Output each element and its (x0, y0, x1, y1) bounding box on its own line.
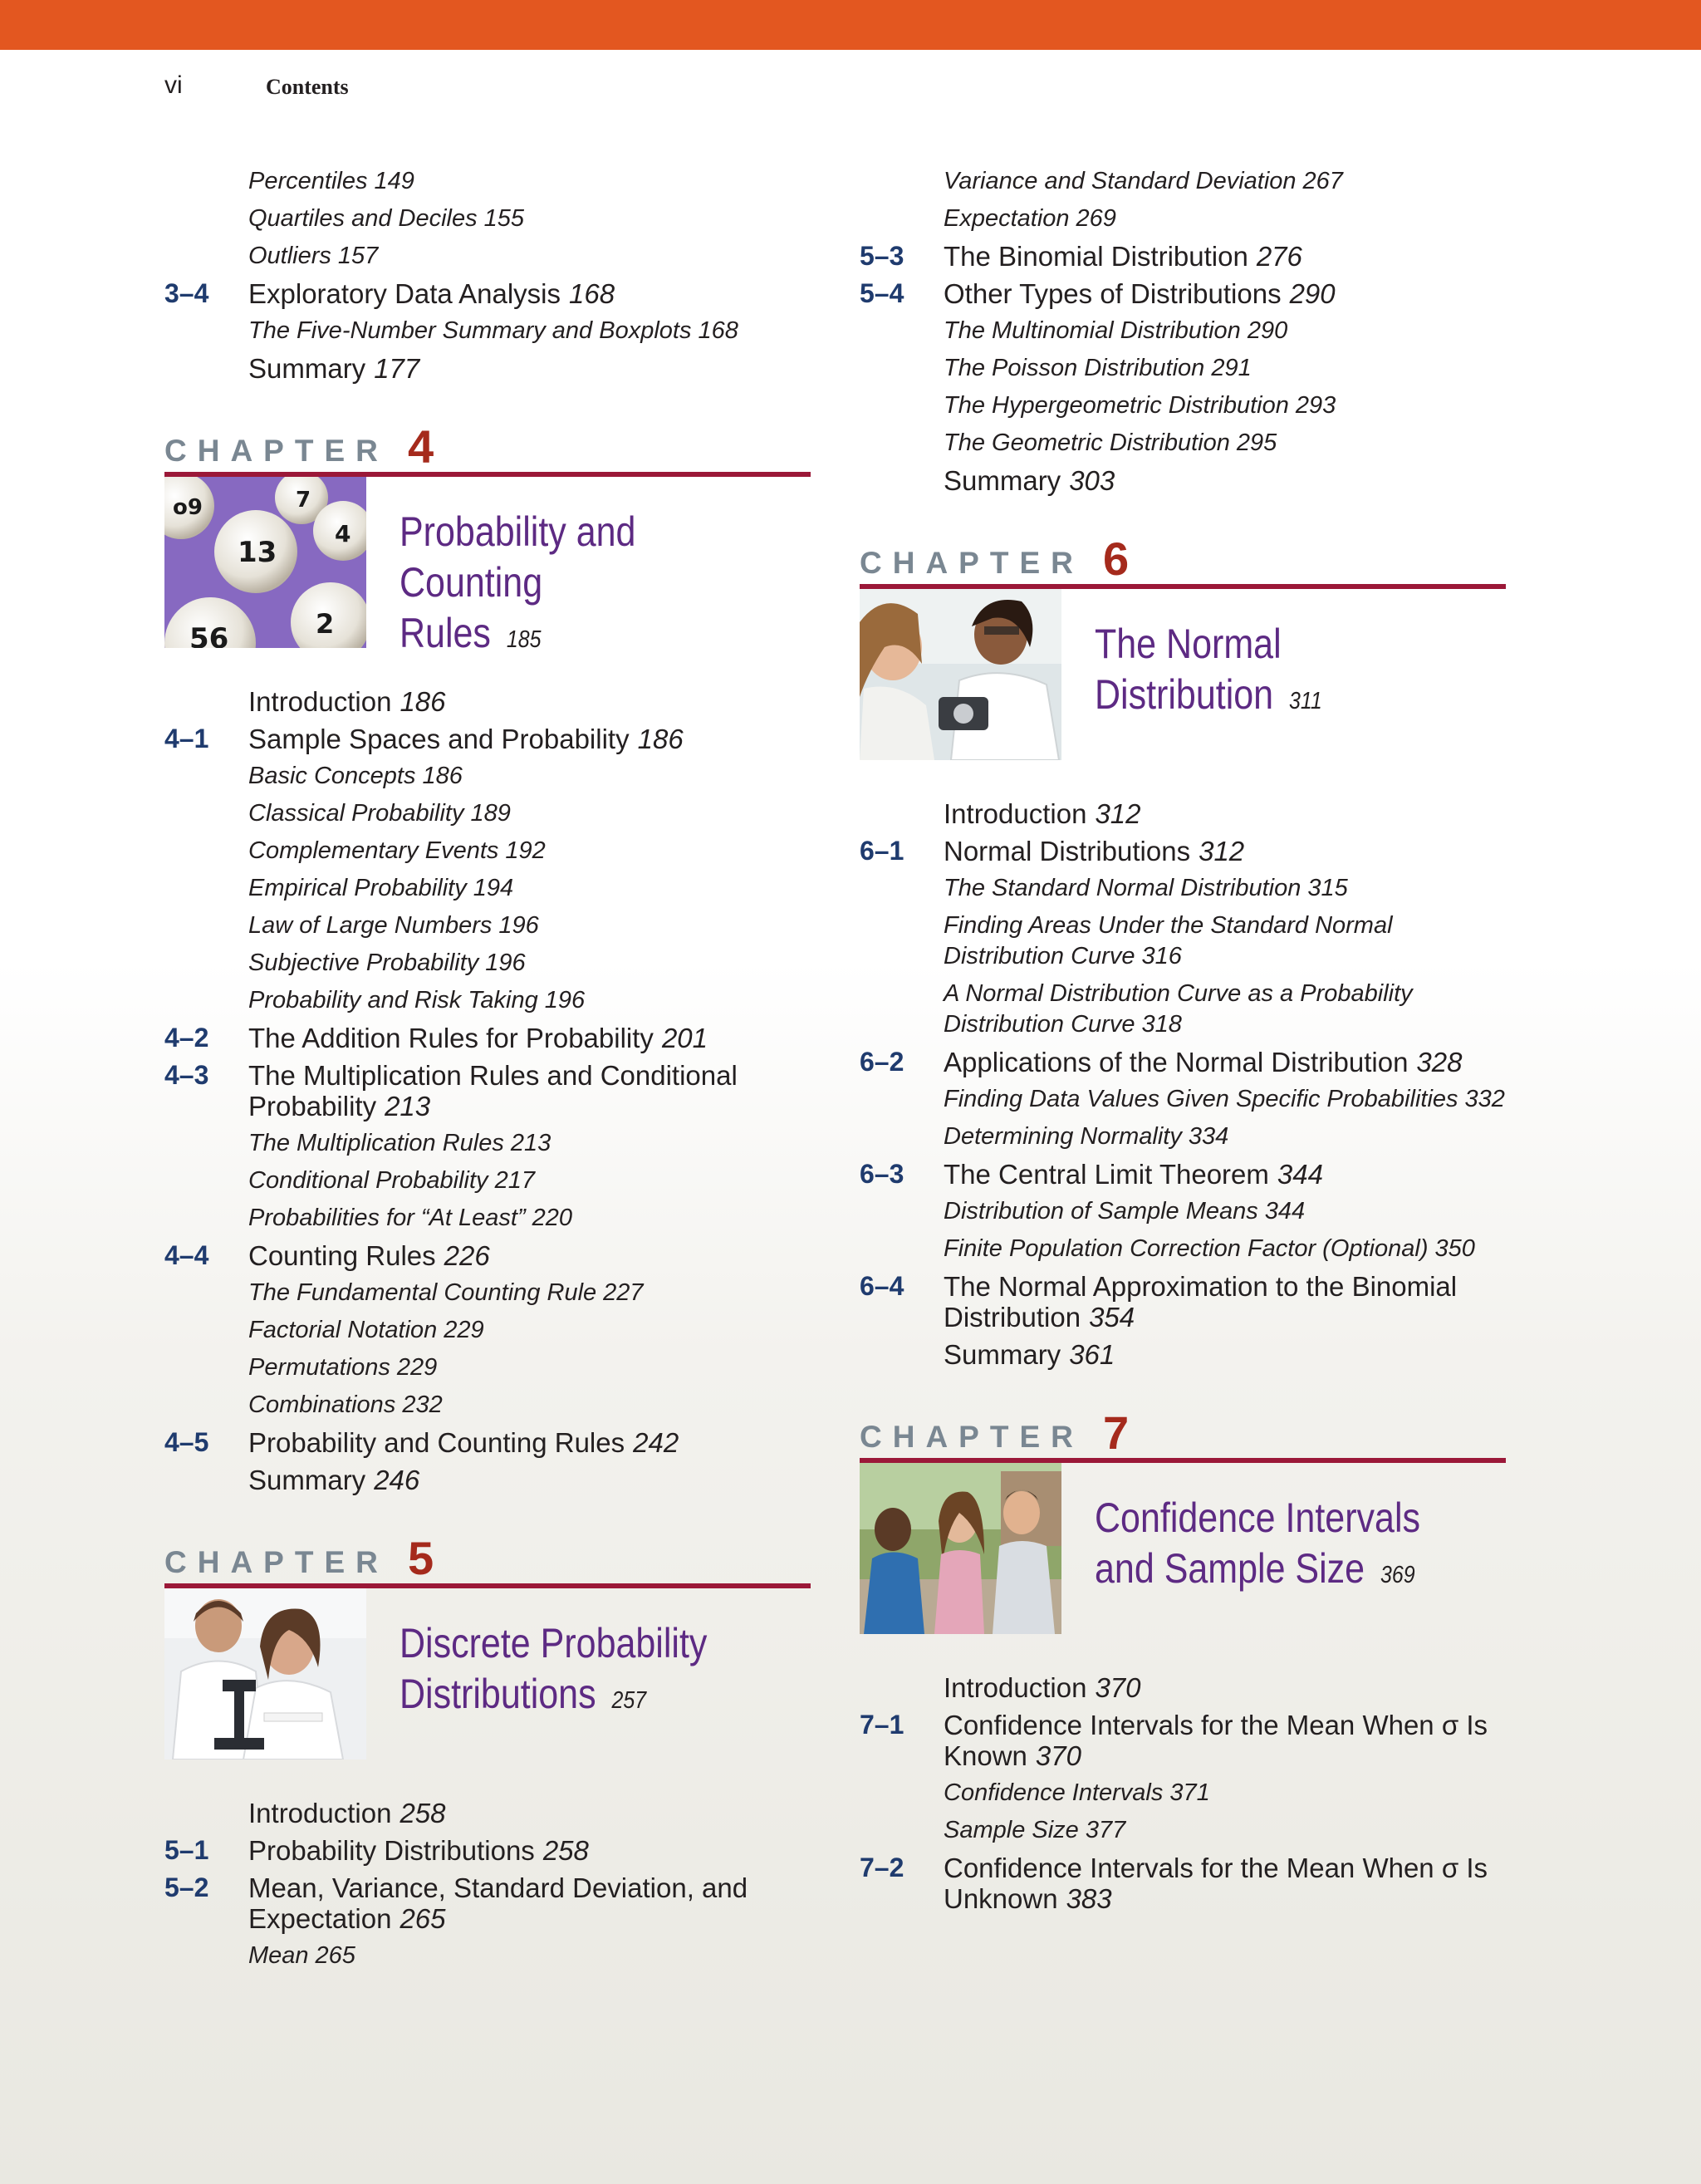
section-number: 7–2 (860, 1853, 904, 1882)
toc-section-probability-and-counting-rules[interactable] (164, 1427, 812, 1458)
page-ref: 246 (374, 1465, 420, 1495)
chapter-number: 5 (408, 1532, 434, 1584)
entry-title: The Binomial Distribution (944, 241, 1248, 272)
toc-subsection-permutations[interactable] (164, 1352, 812, 1383)
page-ref: 315 (1307, 875, 1348, 901)
page-ref: 371 (1169, 1779, 1210, 1806)
section-number: 6–4 (860, 1271, 904, 1301)
entry-title: Finding Areas Under the Standard Normal Distribution Curve (944, 912, 1393, 969)
entry-title: Introduction (944, 798, 1087, 829)
entry-title: The Addition Rules for Probability (248, 1023, 654, 1053)
entry-title: Complementary Events (248, 837, 499, 864)
page-ref: 217 (494, 1167, 535, 1194)
entry-title: A Normal Distribution Curve as a Probability Distribution Curve (944, 980, 1413, 1038)
page-ref: 157 (337, 243, 379, 269)
page-ref: 149 (374, 168, 414, 194)
page-ref: 295 (1236, 429, 1277, 456)
entry-title: The Central Limit Theorem (944, 1159, 1269, 1190)
section-number: 4–1 (164, 724, 209, 753)
entry-title: Expectation (944, 205, 1070, 232)
page-ref: 242 (633, 1427, 679, 1458)
toc-section-the-binomial-distribution[interactable] (860, 241, 1507, 272)
chapter-7-header (860, 1406, 1507, 1639)
svg-text:13: 13 (238, 536, 277, 569)
svg-text:4: 4 (335, 520, 351, 547)
page-ref: 312 (1199, 836, 1245, 866)
page-ref: 291 (1211, 355, 1252, 381)
toc-subsection-probability-and-risk-taking[interactable] (164, 985, 812, 1016)
page-ref: 258 (542, 1835, 589, 1866)
chapter-number: 4 (408, 420, 434, 473)
toc-subsection-variance-and-standard-deviation[interactable] (860, 166, 1507, 197)
toc-subsection-a-normal-distribution-curve-as-a-probability-distribution-curve[interactable] (860, 979, 1507, 1040)
svg-text:2: 2 (316, 608, 335, 640)
toc-subsection-complementary-events[interactable] (164, 836, 812, 866)
entry-title: The Five-Number Summary and Boxplots (248, 317, 692, 344)
page-ref: 213 (385, 1091, 431, 1121)
page-ref: 196 (498, 912, 539, 939)
lottery-balls-image (164, 477, 366, 648)
page-ref: 328 (1416, 1047, 1463, 1077)
toc-section-mean-variance-standard-deviation-and-expectation[interactable] (164, 1872, 812, 1934)
page-ref: 186 (422, 763, 463, 789)
chapter-page-ref: 311 (1289, 688, 1322, 714)
chapter-rule (860, 1406, 1506, 1463)
toc-section-confidence-intervals-for-the-mean-when-is-unknown[interactable] (860, 1853, 1507, 1914)
page-ref: 189 (470, 800, 511, 827)
toc-section-probability-distributions[interactable] (164, 1835, 812, 1866)
entry-title: Counting Rules (248, 1240, 436, 1271)
chapter-label: CHAPTER (164, 434, 389, 468)
page-ref: 265 (315, 1942, 355, 1969)
entry-title: Introduction (944, 1672, 1087, 1703)
chapter-4-header (164, 420, 812, 656)
toc-section-summary[interactable] (860, 465, 1507, 496)
entry-title: Sample Size (944, 1817, 1079, 1843)
toc-subsection-subjective-probability[interactable] (164, 948, 812, 979)
entry-title: Applications of the Normal Distribution (944, 1047, 1409, 1077)
toc-subsection-distribution-of-sample-means[interactable] (860, 1196, 1507, 1227)
svg-text:o9: o9 (173, 495, 203, 520)
chapter-title-line2: and Sample Size (1095, 1545, 1365, 1592)
page-ref: 267 (1302, 168, 1343, 194)
toc-section-summary[interactable] (164, 353, 812, 384)
entry-title: The Normal Approximation to the Binomial Distribution (944, 1271, 1458, 1332)
toc-section-the-normal-approximation-to-the-binomial-distribution[interactable] (860, 1271, 1507, 1332)
entry-title: Summary (248, 1465, 366, 1495)
entry-title: Finite Population Correction Factor (Optional) (944, 1235, 1429, 1262)
entry-title: Introduction (248, 1798, 392, 1828)
page-number: vi (164, 71, 183, 99)
toc-subsection-the-multinomial-distribution[interactable] (860, 316, 1507, 346)
entry-title: Other Types of Distributions (944, 278, 1282, 309)
toc-section-normal-distributions[interactable] (860, 836, 1507, 866)
entry-title: Classical Probability (248, 800, 464, 827)
page-ref: 312 (1095, 798, 1141, 829)
page-ref: 192 (505, 837, 546, 864)
entry-title: Combinations (248, 1391, 396, 1418)
chapter-page-ref: 369 (1380, 1562, 1415, 1588)
toc-subsection-the-standard-normal-distribution[interactable] (860, 873, 1507, 904)
toc-subsection-conditional-probability[interactable] (164, 1166, 812, 1196)
page-ref: 377 (1085, 1817, 1126, 1843)
section-number: 5–1 (164, 1835, 209, 1865)
chapter-title-line1: Probability and Counting (400, 508, 636, 606)
toc-subsection-combinations[interactable] (164, 1390, 812, 1421)
toc-section-summary[interactable] (860, 1339, 1507, 1370)
toc-section-introduction[interactable] (164, 1798, 812, 1828)
toc-subsection-the-poisson-distribution[interactable] (860, 353, 1507, 384)
entry-title: Probabilities for “At Least” (248, 1205, 526, 1231)
chapter-label: CHAPTER (860, 546, 1084, 580)
section-number: 5–3 (860, 241, 904, 271)
chapter-title-line1: Confidence Intervals (1095, 1494, 1420, 1541)
toc-subsection-classical-probability[interactable] (164, 798, 812, 829)
entry-title: The Standard Normal Distribution (944, 875, 1301, 901)
toc-subsection-finite-population-correction-factor-optional[interactable] (860, 1234, 1507, 1264)
toc-subsection-quartiles-and-deciles[interactable] (164, 204, 812, 234)
right-column (860, 166, 1507, 1921)
page-ref: 361 (1069, 1339, 1115, 1370)
section-number: 7–1 (860, 1710, 904, 1740)
toc-section-the-multiplication-rules-and-conditional-probability[interactable] (164, 1060, 812, 1121)
entry-title: Summary (248, 353, 366, 384)
toc-subsection-law-of-large-numbers[interactable] (164, 910, 812, 941)
svg-text:56: 56 (189, 622, 229, 648)
toc-subsection-the-geometric-distribution[interactable] (860, 428, 1507, 459)
toc-section-summary[interactable] (164, 1465, 812, 1495)
entry-title: Sample Spaces and Probability (248, 724, 630, 754)
chapter-rule (164, 420, 811, 477)
toc-subsection-basic-concepts[interactable] (164, 761, 812, 792)
entry-title: The Fundamental Counting Rule (248, 1279, 597, 1306)
entry-title: Quartiles and Deciles (248, 205, 478, 232)
page-ref: 186 (637, 724, 684, 754)
svg-text:7: 7 (296, 488, 311, 513)
page-ref: 293 (1295, 392, 1336, 419)
chapter-rule (860, 533, 1506, 589)
toc-subsection-factorial-notation[interactable] (164, 1315, 812, 1346)
toc-subsection-mean[interactable] (164, 1941, 812, 1971)
entry-title: Introduction (248, 686, 392, 717)
toc-section-confidence-intervals-for-the-mean-when-is-known[interactable] (860, 1710, 1507, 1771)
toc-subsection-finding-areas-under-the-standard-normal-distribution-curve[interactable] (860, 910, 1507, 972)
chapter-rule (164, 1532, 811, 1588)
page-ref: 229 (444, 1317, 484, 1343)
page-ref: 269 (1076, 205, 1116, 232)
page-ref: 226 (444, 1240, 490, 1271)
chapter-title-line2: Distribution (1095, 671, 1274, 718)
entry-title: Variance and Standard Deviation (944, 168, 1297, 194)
entry-title: Summary (944, 465, 1061, 496)
page-ref: 354 (1089, 1302, 1135, 1332)
chapter-title-line1: Discrete Probability (400, 1620, 708, 1666)
section-number: 4–4 (164, 1240, 209, 1270)
section-number: 6–2 (860, 1047, 904, 1077)
entry-title: Mean, Variance, Standard Deviation, and Expectation (248, 1872, 748, 1934)
toc-subsection-percentiles[interactable] (164, 166, 812, 197)
page-ref: 350 (1434, 1235, 1475, 1262)
page-ref: 196 (485, 950, 526, 976)
scientists-microscope-image (164, 1588, 366, 1759)
page-ref: 344 (1264, 1198, 1306, 1225)
chapter-title-line1: The Normal (1095, 621, 1282, 667)
page-ref: 316 (1141, 943, 1182, 969)
entry-title: The Multiplication Rules and Conditional Probability (248, 1060, 738, 1121)
entry-title: Confidence Intervals for the Mean When σ Is Unknown (944, 1853, 1488, 1914)
entry-title: The Geometric Distribution (944, 429, 1230, 456)
toc-section-the-addition-rules-for-probability[interactable] (164, 1023, 812, 1053)
entry-title: Finding Data Values Given Specific Probabilities (944, 1086, 1458, 1112)
toc-section-other-types-of-distributions[interactable] (860, 278, 1507, 309)
page-ref: 370 (1095, 1672, 1141, 1703)
entry-title: Subjective Probability (248, 950, 479, 976)
entry-title: Exploratory Data Analysis (248, 278, 561, 309)
page-ref: 168 (698, 317, 738, 344)
entry-title: Confidence Intervals (944, 1779, 1164, 1806)
entry-title: The Multinomial Distribution (944, 317, 1241, 344)
entry-title: Basic Concepts (248, 763, 416, 789)
page-ref: 196 (544, 987, 586, 1013)
entry-title: Permutations (248, 1354, 390, 1381)
chapter-number: 6 (1103, 533, 1130, 585)
page-ref: 334 (1188, 1123, 1229, 1150)
chapter-title[interactable] (400, 507, 757, 665)
entry-title: The Hypergeometric Distribution (944, 392, 1289, 419)
toc-section-introduction[interactable] (860, 798, 1507, 829)
toc-section-introduction[interactable] (860, 1672, 1507, 1703)
toc-subsection-the-fundamental-counting-rule[interactable] (164, 1278, 812, 1308)
chapter-title[interactable] (1095, 1493, 1452, 1601)
page-ref: 232 (402, 1391, 443, 1418)
chapter-title[interactable] (400, 1618, 757, 1726)
entry-title: Probability and Risk Taking (248, 987, 538, 1013)
section-number: 4–3 (164, 1060, 209, 1090)
page-ref: 213 (510, 1130, 551, 1156)
entry-title: Law of Large Numbers (248, 912, 493, 939)
toc-section-introduction[interactable] (164, 686, 812, 717)
section-number: 3–4 (164, 278, 209, 308)
left-column (164, 166, 812, 1978)
toc-subsection-outliers[interactable] (164, 241, 812, 272)
toc-subsection-expectation[interactable] (860, 204, 1507, 234)
chapter-title-line2: Distributions (400, 1671, 596, 1717)
toc-section-counting-rules[interactable] (164, 1240, 812, 1271)
section-number: 6–3 (860, 1159, 904, 1189)
section-number: 5–2 (164, 1872, 209, 1902)
page-ref: 290 (1289, 278, 1336, 309)
chapter-6-header (860, 533, 1507, 765)
chapter-label: CHAPTER (860, 1420, 1084, 1454)
toc-section-sample-spaces-and-probability[interactable] (164, 724, 812, 754)
page-ref: 177 (374, 353, 420, 384)
toc-subsection-probabilities-for-at-least[interactable] (164, 1203, 812, 1234)
entry-title: Confidence Intervals for the Mean When σ Is Known (944, 1710, 1488, 1771)
entry-title: Probability and Counting Rules (248, 1427, 625, 1458)
page-ref: 186 (400, 686, 446, 717)
page-ref: 229 (396, 1354, 438, 1381)
chapter-label: CHAPTER (164, 1545, 389, 1579)
page-ref: 168 (569, 278, 615, 309)
toc-subsection-sample-size[interactable] (860, 1815, 1507, 1846)
entry-title: Probability Distributions (248, 1835, 535, 1866)
chapter-page-ref: 257 (611, 1687, 647, 1714)
page-ref: 318 (1141, 1011, 1182, 1038)
page-ref: 276 (1256, 241, 1302, 272)
page-ref: 332 (1464, 1086, 1505, 1112)
entry-title: Empirical Probability (248, 875, 467, 901)
toc-subsection-empirical-probability[interactable] (164, 873, 812, 904)
toc-section-exploratory-data-analysis[interactable] (164, 278, 812, 309)
toc-subsection-finding-data-values-given-specific-probabilities[interactable] (860, 1084, 1507, 1115)
page-ref: 344 (1277, 1159, 1323, 1190)
page-ref: 383 (1066, 1883, 1112, 1914)
page-ref: 227 (603, 1279, 644, 1306)
section-number: 4–5 (164, 1427, 209, 1457)
students-walking-image (860, 1463, 1061, 1634)
page-ref: 290 (1247, 317, 1288, 344)
entry-title: Normal Distributions (944, 836, 1191, 866)
page-ref: 194 (473, 875, 514, 901)
entry-title: Conditional Probability (248, 1167, 488, 1194)
section-number: 4–2 (164, 1023, 209, 1053)
toc-subsection-the-five-number-summary-and-boxplots[interactable] (164, 316, 812, 346)
entry-title: Outliers (248, 243, 331, 269)
entry-title: Determining Normality (944, 1123, 1182, 1150)
chapter-5-header (164, 1532, 812, 1764)
entry-title: The Poisson Distribution (944, 355, 1205, 381)
entry-title: Summary (944, 1339, 1061, 1370)
running-title: Contents (266, 75, 349, 99)
entry-title: The Multiplication Rules (248, 1130, 504, 1156)
page-ref: 265 (400, 1903, 446, 1934)
entry-title: Factorial Notation (248, 1317, 438, 1343)
page-ref: 258 (400, 1798, 446, 1828)
page-ref: 370 (1035, 1740, 1081, 1771)
page-ref: 220 (532, 1205, 573, 1231)
entry-title: Percentiles (248, 168, 368, 194)
toc-section-the-central-limit-theorem[interactable] (860, 1159, 1507, 1190)
entry-title: Distribution of Sample Means (944, 1198, 1258, 1225)
chapter-title-line2: Rules (400, 610, 491, 656)
entry-title: Mean (248, 1942, 309, 1969)
toc-section-applications-of-the-normal-distribution[interactable] (860, 1047, 1507, 1077)
section-number: 6–1 (860, 836, 904, 866)
toc-subsection-confidence-intervals[interactable] (860, 1778, 1507, 1809)
doctor-patient-image (860, 589, 1061, 760)
toc-subsection-the-hypergeometric-distribution[interactable] (860, 390, 1507, 421)
page-ref: 303 (1069, 465, 1115, 496)
chapter-page-ref: 185 (506, 626, 542, 653)
chapter-number: 7 (1103, 1406, 1130, 1459)
toc-subsection-determining-normality[interactable] (860, 1121, 1507, 1152)
page-ref: 201 (661, 1023, 708, 1053)
chapter-title[interactable] (1095, 619, 1452, 727)
toc-subsection-the-multiplication-rules[interactable] (164, 1128, 812, 1159)
top-color-bar (0, 0, 1701, 50)
section-number: 5–4 (860, 278, 904, 308)
page-ref: 155 (483, 205, 525, 232)
